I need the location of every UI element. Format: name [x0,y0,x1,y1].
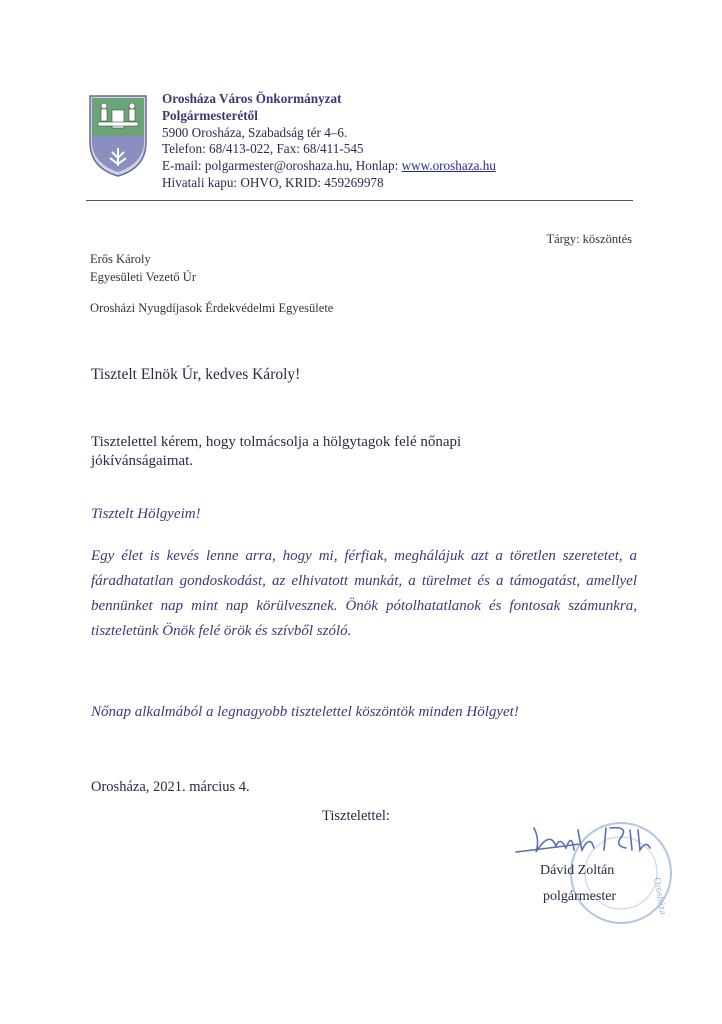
header-divider [86,200,633,201]
subject-line: Tárgy: köszöntés [546,232,632,246]
addressee-organization: Orosházi Nyugdíjasok Érdekvédelmi Egyesülete [90,301,334,315]
signer-name: Dávid Zoltán [540,863,615,878]
request-line-2: jókívánságaimat. [91,453,194,469]
gateway-info: Hivatali kapu: OHVO, KRID: 459269978 [162,174,384,190]
org-name: Orosháza Város Önkormányzat [162,91,342,106]
regards: Tisztelettel: [322,808,390,824]
addressee [90,250,196,286]
website-link[interactable]: www.oroshaza.hu [401,158,496,174]
date-line: Orosháza, 2021. március 4. [91,779,250,795]
handwritten-signature-icon [510,822,660,866]
email-line [162,158,496,175]
request-line-1: Tisztelettel kérem, hogy tolmácsolja a hölgytagok felé nőnapi [91,434,462,450]
address: 5900 Orosháza, Szabadság tér 4–6. [162,124,348,140]
greeting: Tisztelt Elnök Úr, kedves Károly! [91,366,301,383]
city-coat-of-arms-icon [86,92,150,178]
addressee-name: Erős Károly [90,252,151,266]
signer-title: polgármester [543,889,617,904]
request-paragraph [91,433,541,471]
closing-line: Nőnap alkalmából a legnagyobb tisztelettel köszöntök minden Hölgyet! [91,704,519,720]
stamp-text: Orosháza [651,876,669,916]
salutation: Tisztelt Hölgyeim! [91,506,201,522]
email-text: E-mail: polgarmester@oroshaza.hu, Honlap: [162,158,402,174]
letterhead [162,91,496,192]
phone-fax: Telefon: 68/413-022, Fax: 68/411-545 [162,141,364,157]
addressee-title: Egyesületi Vezető Úr [90,270,196,284]
office-name: Polgármesterétől [162,107,258,123]
main-paragraph: Egy élet is kevés lenne arra, hogy mi, férfiak, meghálájuk azt a töretlen szeretetet, a fáradhatatlan gondoskodást, az elhivatott munkát, a türelmet és a támogatást, amellyel bennünket nap mint nap körülvesznek. Önök pótolhatatlanok és fontosak számunkra, tiszteletünk Önök felé örök és szívből szóló. [91,548,637,639]
